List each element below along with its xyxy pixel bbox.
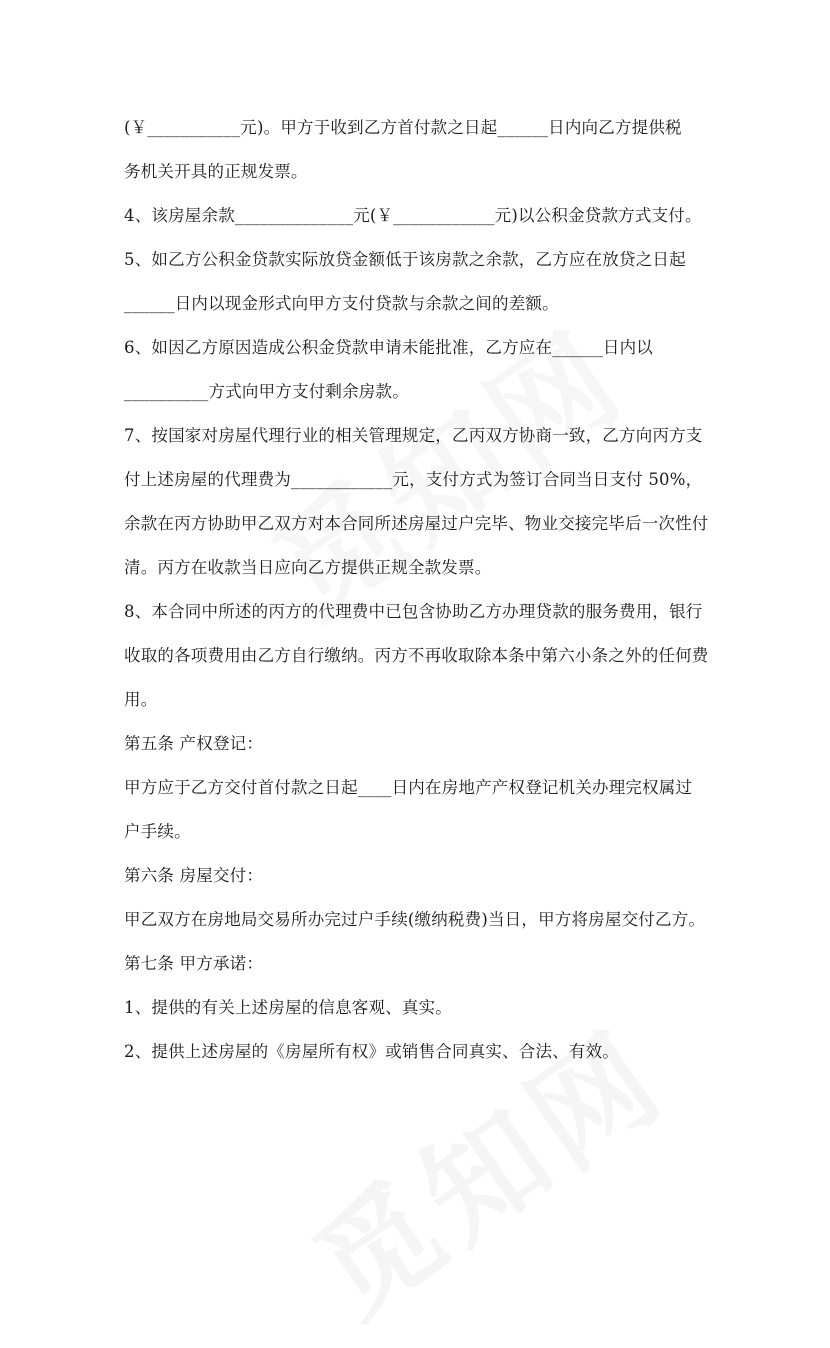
text-line: 户手续。 xyxy=(124,822,191,841)
text-line: (￥___________元)。甲方于收到乙方首付款之日起______日内向乙方提供税 xyxy=(124,118,682,137)
text-line: ______日内以现金形式向甲方支付贷款与余款之间的差额。 xyxy=(124,294,559,313)
text-line: 务机关开具的正规发票。 xyxy=(124,162,308,181)
clause-6: 6、如因乙方原因造成公积金贷款申请未能批准，乙方应在______日内以 xyxy=(124,338,653,357)
clause-4: 4、该房屋余款______________元(￥____________元)以公积金贷款方式支付。 xyxy=(124,206,702,225)
document-page xyxy=(124,106,724,1074)
clause-5: 5、如乙方公积金贷款实际放贷金额低于该房款之余款，乙方应在放贷之日起 xyxy=(124,250,686,269)
commitment-1: 1、提供的有关上述房屋的信息客观、真实。 xyxy=(124,998,452,1017)
text-line: 甲乙双方在房地局交易所办完过户手续(缴纳税费)当日，甲方将房屋交付乙方。 xyxy=(124,910,706,929)
text-line: 甲方应于乙方交付首付款之日起____日内在房地产产权登记机关办理完权属过 xyxy=(124,778,693,797)
commitment-2: 2、提供上述房屋的《房屋所有权》或销售合同真实、合法、有效。 xyxy=(124,1042,619,1061)
text-line: 付上述房屋的代理费为____________元，支付方式为签订合同当日支付 50%， xyxy=(124,470,703,489)
clause-8: 8、本合同中所述的丙方的代理费中已包含协助乙方办理贷款的服务费用，银行 xyxy=(124,602,703,621)
text-line: 用。 xyxy=(124,690,158,709)
article-6-heading: 第六条 房屋交付： xyxy=(124,866,264,885)
text-line: __________方式向甲方支付剩余房款。 xyxy=(124,382,409,401)
article-7-heading: 第七条 甲方承诺： xyxy=(124,954,264,973)
clause-7: 7、按国家对房屋代理行业的相关管理规定，乙丙双方协商一致，乙方向丙方支 xyxy=(124,426,703,445)
text-line: 余款在丙方协助甲乙双方对本合同所述房屋过户完毕、物业交接完毕后一次性付 xyxy=(124,514,709,533)
article-5-heading: 第五条 产权登记： xyxy=(124,734,264,753)
text-line: 清。丙方在收款当日应向乙方提供正规全款发票。 xyxy=(124,558,492,577)
text-line: 收取的各项费用由乙方自行缴纳。丙方不再收取除本条中第六小条之外的任何费 xyxy=(124,646,709,665)
